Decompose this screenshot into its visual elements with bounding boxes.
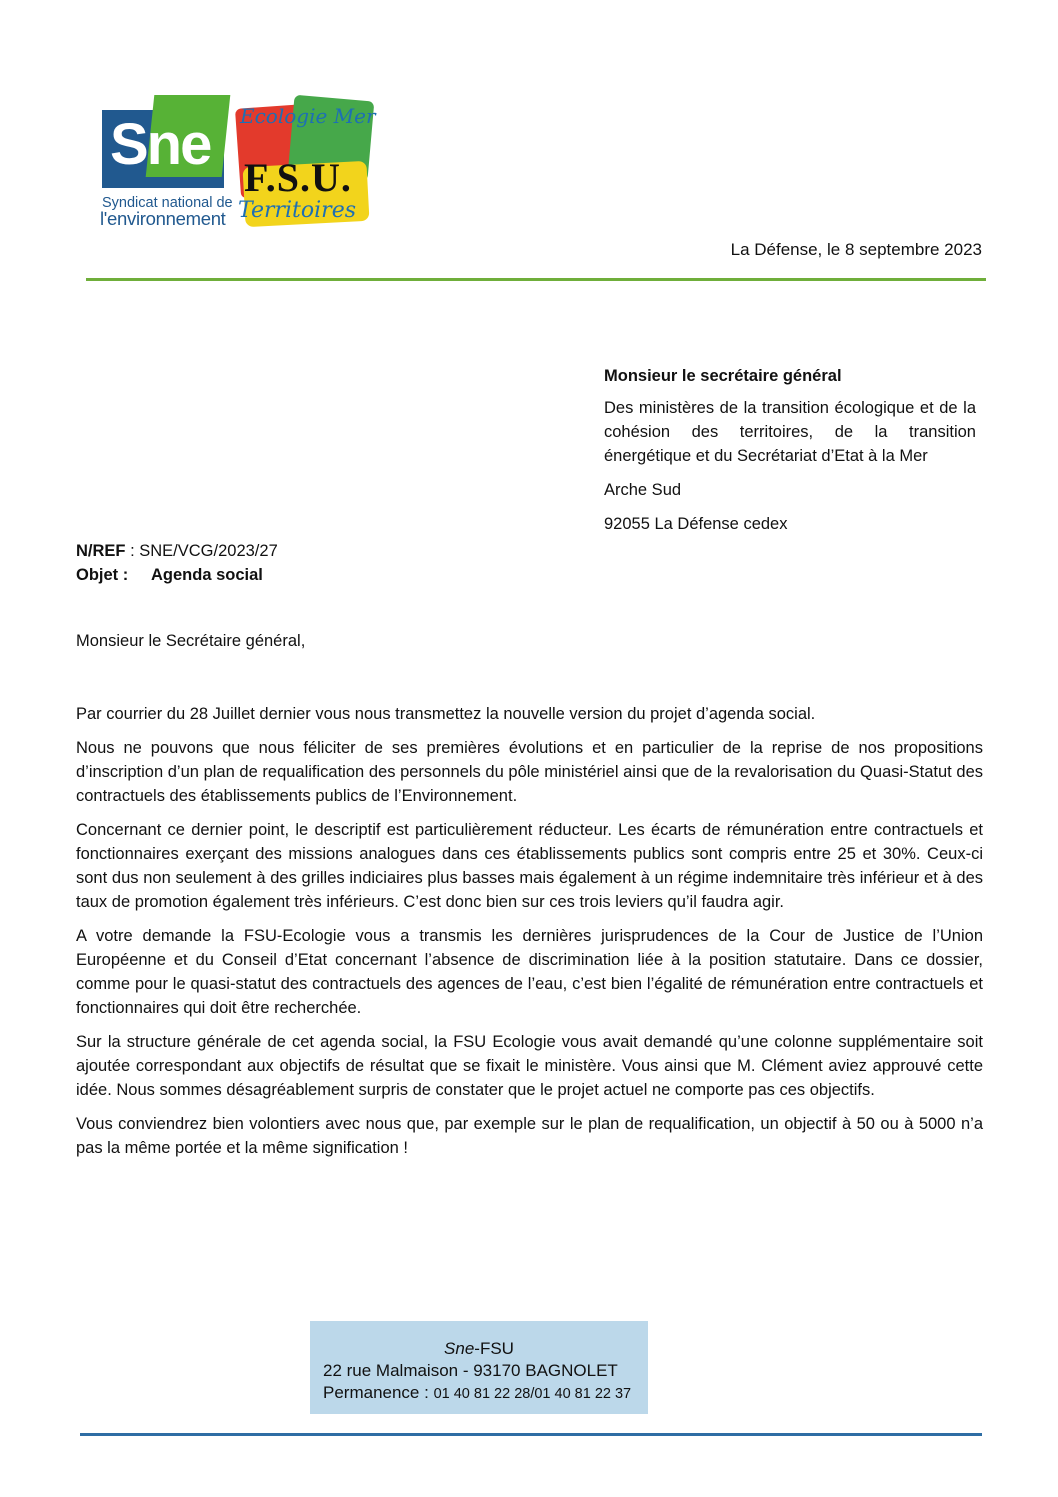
fsu-logo-mark: F.S.U. <box>244 155 352 200</box>
footer-org-name <box>310 1339 648 1359</box>
reference-block <box>76 539 278 587</box>
reference-line <box>76 539 278 563</box>
recipient-title: Monsieur le secrétaire général <box>604 367 842 385</box>
footer-phone-label: Permanence : <box>323 1383 434 1402</box>
reference-label: N/REF <box>76 542 126 560</box>
body-paragraph: Par courrier du 28 Juillet dernier vous nous transmettez la nouvelle version du projet d’agenda social. <box>76 705 816 723</box>
recipient-address-line-1: Arche Sud <box>604 481 682 499</box>
footer-phones: 01 40 81 22 28/01 40 81 22 37 <box>433 1386 632 1402</box>
sne-logo-tagline-2: l'environnement <box>100 208 226 229</box>
recipient-block <box>604 364 976 546</box>
body-paragraph: Sur la structure générale de cet agenda social, la FSU Ecologie vous avait demandé qu’une colonne supplémentaire soit ajoutée correspondant aux objectifs de résultat que se fixait le ministère. Vous ainsi que M. Clément aviez approuvé cette idée. Nous sommes désagréablement surpris de constater que le projet actuel ne comporte pas ces objectifs. <box>76 1033 983 1099</box>
body-paragraph: Concernant ce dernier point, le descriptif est particulièrement réducteur. Les écarts de rémunération entre contractuels et fonctionnaires exerçant des missions analogues dans ces établissements publics sont compris entre 25 et 30%. Ceux-ci sont dus non seulement à des grilles indiciaires plus basses mais également à un régime indemnitaire très inférieur et à des taux de promotion également très inférieurs. C’est donc bien sur ces trois leviers qu’il faudra agir. <box>76 821 983 911</box>
footer-contact-box <box>310 1321 648 1414</box>
header-divider <box>86 278 986 281</box>
subject-line <box>76 563 278 587</box>
fsu-logo <box>236 96 374 230</box>
fsu-logo-bottom-text: Territoires <box>238 198 357 223</box>
body-paragraph: A votre demande la FSU-Ecologie vous a transmis les dernières jurisprudences de la Cour de Justice de l’Union Européenne et du Conseil d’Etat concernant l’absence de discrimination liée à la position statutaire. Dans ce dossier, comme pour le quasi-statut des contractuels des agences de l’eau, c’est bien l’égalité de rémunération entre contractuels et fonctionnaires qui doit être recherchée. <box>76 927 983 1017</box>
letter-body <box>76 702 983 1170</box>
body-paragraph: Nous ne pouvons que nous féliciter de ses premières évolutions et en particulier de la reprise de nos propositions d’inscription d’un plan de requalification des personnels du pôle ministériel ainsi que de la revalorisation du Quasi-Statut des contractuels des établissements publics de l’Environnement. <box>76 739 983 805</box>
reference-value: : SNE/VCG/2023/27 <box>125 542 278 560</box>
salutation: Monsieur le Secrétaire général, <box>76 632 306 650</box>
fsu-logo-top-text: Ecologie Mer <box>240 104 376 128</box>
sne-logo-word: Sne <box>110 112 211 177</box>
footer-phone-line <box>323 1383 631 1403</box>
recipient-ministry: Des ministères de la transition écologique et de la cohésion des territoires, de la transition énergétique et du Secrétariat d’Etat à la Mer <box>604 399 976 465</box>
body-paragraph: Vous conviendrez bien volontiers avec nous que, par exemple sur le plan de requalification, un objectif à 50 ou à 5000 n’a pas la même portée et la même signification ! <box>76 1115 983 1157</box>
footer-org-rest: -FSU <box>474 1339 514 1358</box>
recipient-address-line-2: 92055 La Défense cedex <box>604 515 788 533</box>
sne-logo-tagline-1: Syndicat national de <box>102 195 233 211</box>
footer-address: 22 rue Malmaison - 93170 BAGNOLET <box>323 1361 618 1380</box>
subject-value: Agenda social <box>151 566 263 584</box>
footer-org-italic: Sne <box>444 1339 475 1358</box>
subject-label: Objet : <box>76 566 129 584</box>
date-line: La Défense, le 8 septembre 2023 <box>730 240 982 259</box>
sne-logo <box>100 95 233 230</box>
footer-divider <box>80 1433 982 1436</box>
